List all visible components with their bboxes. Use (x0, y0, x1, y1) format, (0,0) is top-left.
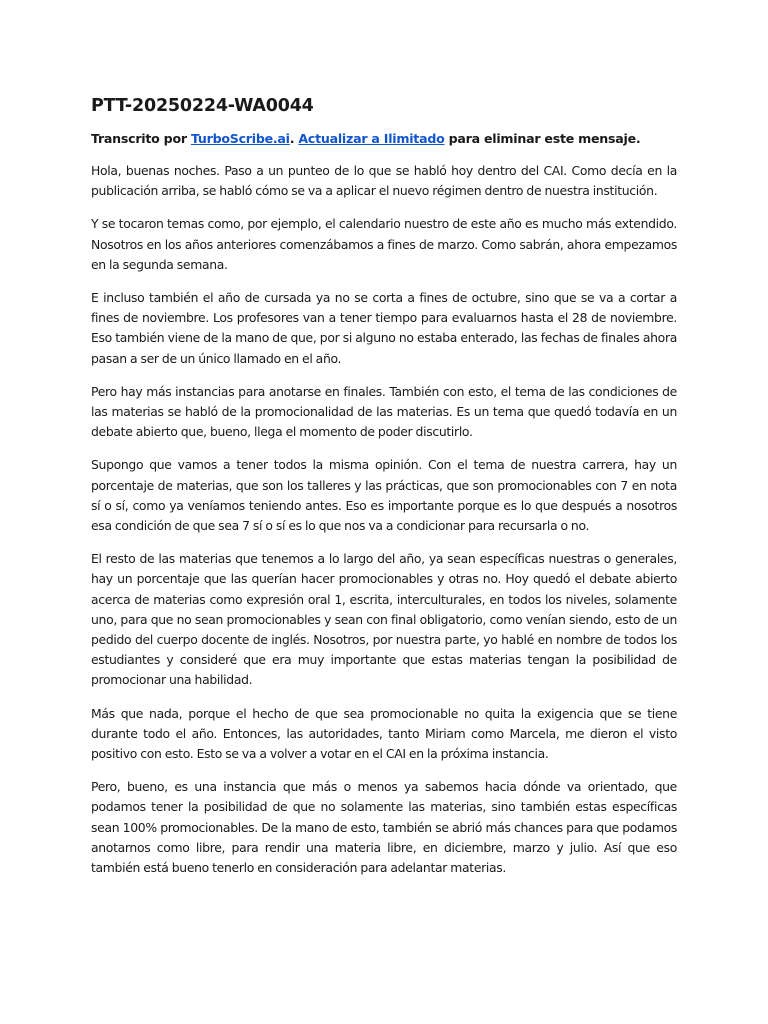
transcription-notice (91, 130, 677, 148)
upgrade-unlimited-link[interactable]: Actualizar a Ilimitado (298, 131, 445, 146)
paragraph-5: Supongo que vamos a tener todos la misma opinión. Con el tema de nuestra carrera, hay un porcentaje de materias, que son los talleres y las prácticas, que son promocionables con 7 en nota sí o sí, como ya veníamos teniendo antes. Eso es importante porque es lo que después a nosotros esa condición de que sea 7 sí o sí es lo que nos va a condicionar para recursarla o no. (91, 457, 677, 534)
paragraph-1: Hola, buenas noches. Paso a un punteo de lo que se habló hoy dentro del CAI. Como decía en la publicación arriba, se habló cómo se va a aplicar el nuevo régimen dentro de nuestra institución. (91, 163, 677, 199)
paragraph-8: Pero, bueno, es una instancia que más o menos ya sabemos hacia dónde va orientado, que podamos tener la posibilidad de que no solamente las materias, sino también estas específicas sean 100% promocionables. De la mano de esto, también se abrió más chances para que podamos anotarnos como libre, para rendir una materia libre, en diciembre, marzo y julio. Así que eso también está bueno tenerlo en consideración para adelantar materias. (91, 779, 677, 876)
notice-prefix: Transcrito por (91, 131, 191, 146)
paragraph-6: El resto de las materias que tenemos a lo largo del año, ya sean específicas nuestras o generales, hay un porcentaje que las querían hacer promocionables y otras no. Hoy quedó el debate abierto acerca de materias como expresión oral 1, escrita, interculturales, en todos los niveles, solamente uno, para que no sean promocionables y sean con final obligatorio, como venían siendo, esto de un pedido del cuerpo docente de inglés. Nosotros, por nuestra parte, yo hablé en nombre de todos los estudiantes y consideré que era muy importante que estas materias tengan la posibilidad de promocionar una habilidad. (91, 551, 677, 688)
document-title: PTT-20250224-WA0044 (91, 96, 314, 116)
paragraph-4: Pero hay más instancias para anotarse en finales. También con esto, el tema de las condiciones de las materias se habló de la promocionalidad de las materias. Es un tema que quedó todavía en un debate abierto que, bueno, llega el momento de poder discutirlo. (91, 383, 677, 440)
notice-suffix: para eliminar este mensaje. (444, 131, 641, 146)
notice-separator: . (289, 131, 299, 146)
paragraph-3: E incluso también el año de cursada ya no se corta a fines de octubre, sino que se va a cortar a fines de noviembre. Los profesores van a tener tiempo para evaluarnos hasta el 28 de noviembre. Eso también viene de la mano de que, por si alguno no estaba enterado, las fechas de finales ahora pasan a ser de un único llamado en el año. (91, 290, 677, 366)
paragraph-2: Y se tocaron temas como, por ejemplo, el calendario nuestro de este año es mucho más extendido. Nosotros en los años anteriores comenzábamos a fines de marzo. Como sabrán, ahora empezamos en la segunda semana. (91, 216, 677, 272)
paragraph-7: Más que nada, porque el hecho de que sea promocionable no quita la exigencia que se tiene durante todo el año. Entonces, las autoridades, tanto Miriam como Marcela, me dieron el visto positivo con esto. Esto se va a volver a votar en el CAI en la próxima instancia. (91, 705, 677, 762)
turboscribe-link[interactable]: TurboScribe.ai (190, 131, 290, 146)
